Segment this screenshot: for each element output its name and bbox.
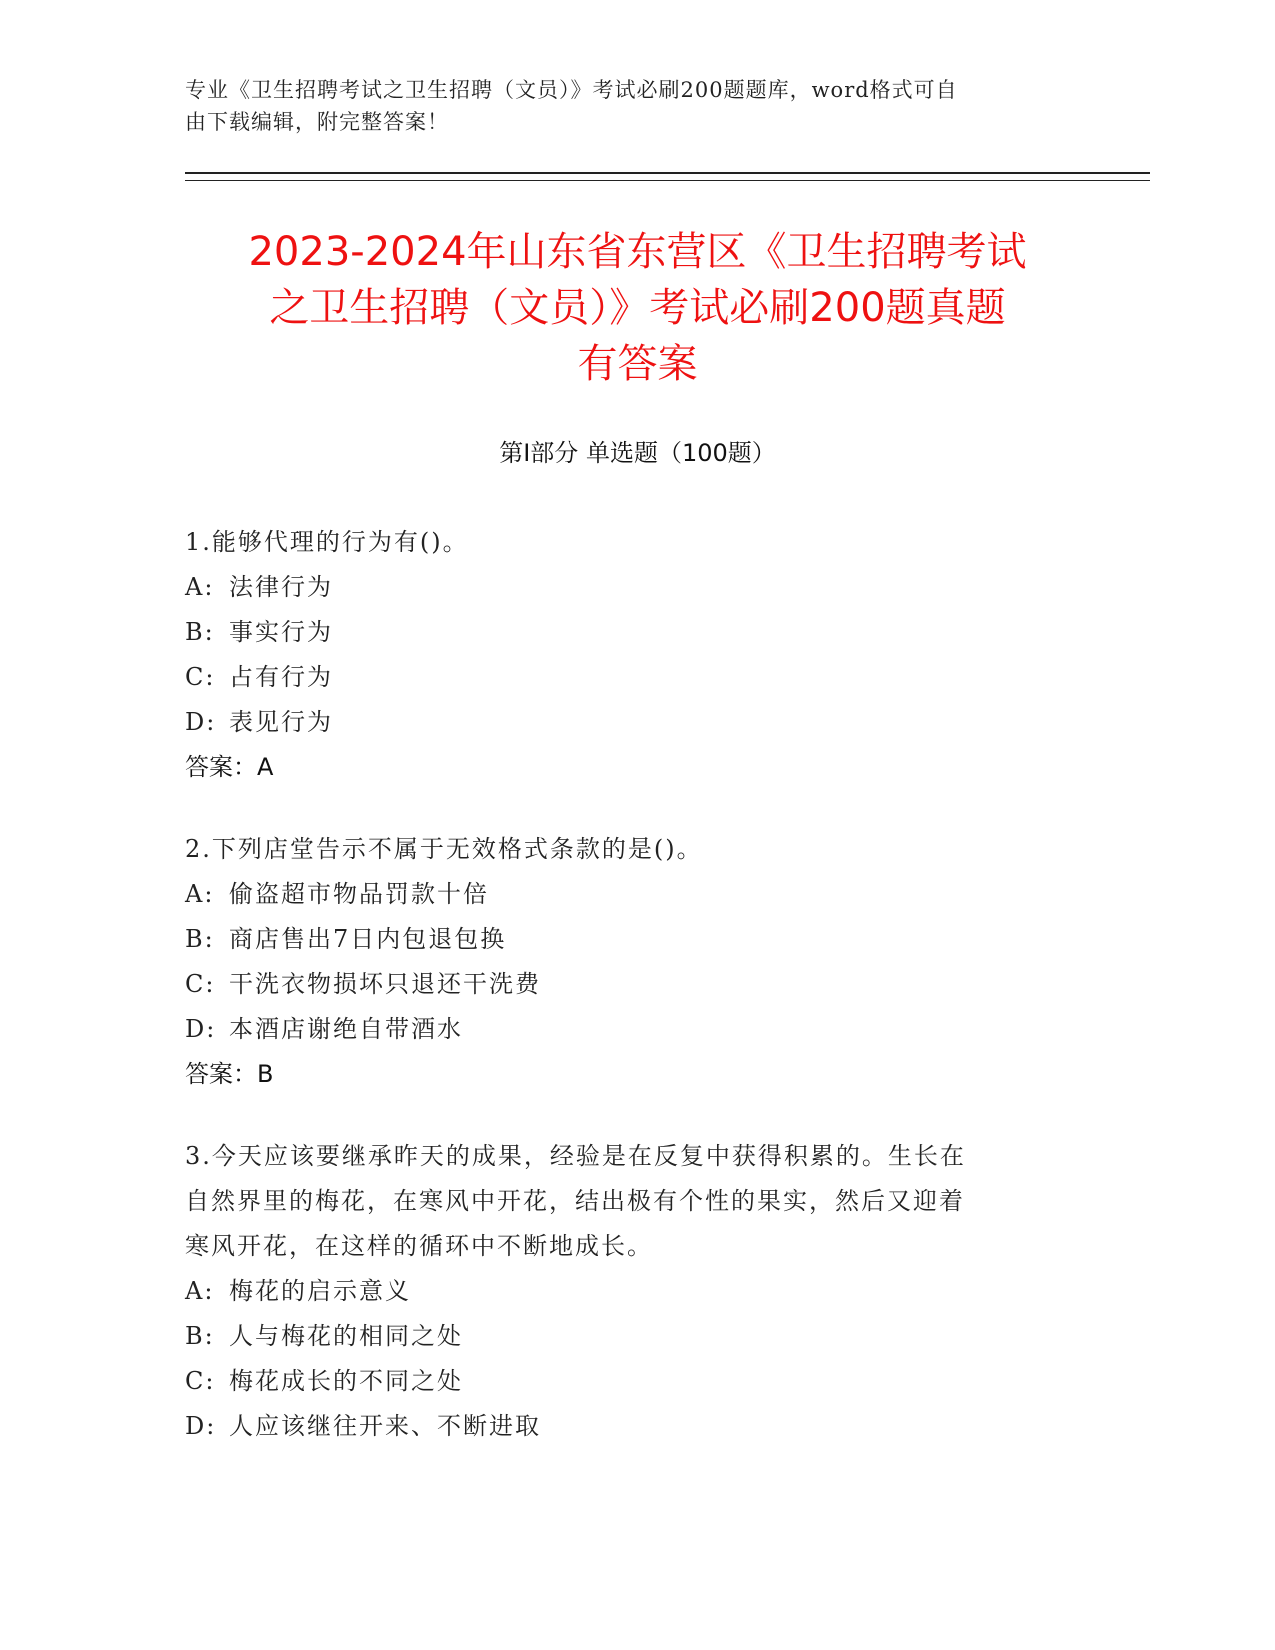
option-key: C: [185, 1367, 216, 1395]
option-key: B: [185, 618, 215, 646]
option-text: 干洗衣物损坏只退还干洗费 [229, 970, 541, 998]
option-text: 占有行为 [229, 663, 333, 691]
header-divider-thin [185, 180, 1150, 181]
question-3 [185, 1134, 1065, 1449]
option-d [185, 700, 1065, 745]
option-c [185, 962, 1065, 1007]
intro-line: 专业《卫生招聘考试之卫生招聘（文员）》考试必刷200题题库，word格式可自 [185, 78, 958, 102]
option-text: 人与梅花的相同之处 [229, 1322, 463, 1350]
intro-text [185, 74, 1065, 138]
option-key: C: [185, 970, 216, 998]
option-text: 本酒店谢绝自带酒水 [229, 1015, 463, 1043]
question-2 [185, 827, 1065, 1097]
option-a [185, 1269, 1065, 1314]
option-a [185, 565, 1065, 610]
answer-label: 答案：B [185, 1060, 274, 1088]
question-stem: 自然界里的梅花，在寒风中开花，结出极有个性的果实，然后又迎着 [185, 1187, 965, 1215]
option-c [185, 1359, 1065, 1404]
title-line: 之卫生招聘（文员）》考试必刷200题真题 [269, 285, 1006, 331]
option-key: D: [185, 1412, 217, 1440]
option-text: 梅花的启示意义 [229, 1277, 411, 1305]
section-heading: 第I部分 单选题（100题） [499, 439, 776, 467]
question-stem: 寒风开花，在这样的循环中不断地成长。 [185, 1232, 653, 1260]
title-line: 有答案 [577, 341, 698, 387]
option-text: 商店售出7日内包退包换 [229, 925, 507, 953]
option-c [185, 655, 1065, 700]
option-key: D: [185, 1015, 217, 1043]
option-d [185, 1007, 1065, 1052]
option-key: B: [185, 925, 215, 953]
option-text: 梅花成长的不同之处 [229, 1367, 463, 1395]
option-key: A: [185, 1277, 215, 1305]
question-stem: 3.今天应该要继承昨天的成果，经验是在反复中获得积累的。生长在 [185, 1142, 966, 1170]
option-text: 偷盗超市物品罚款十倍 [229, 880, 489, 908]
question-1 [185, 520, 1065, 790]
answer-label: 答案：A [185, 753, 274, 781]
title-line: 2023-2024年山东省东营区《卫生招聘考试 [248, 229, 1027, 275]
option-text: 法律行为 [229, 573, 333, 601]
option-d [185, 1404, 1065, 1449]
option-a [185, 872, 1065, 917]
option-key: A: [185, 880, 215, 908]
header-divider-thick [185, 172, 1150, 174]
option-text: 人应该继往开来、不断进取 [229, 1412, 541, 1440]
question-stem: 2.下列店堂告示不属于无效格式条款的是()。 [185, 835, 703, 863]
option-key: B: [185, 1322, 215, 1350]
option-b [185, 917, 1065, 962]
option-b [185, 1314, 1065, 1359]
option-text: 表见行为 [229, 708, 333, 736]
option-text: 事实行为 [229, 618, 333, 646]
intro-line: 由下载编辑，附完整答案！ [185, 110, 449, 134]
option-key: D: [185, 708, 217, 736]
option-key: C: [185, 663, 216, 691]
question-stem: 1.能够代理的行为有()。 [185, 528, 469, 556]
document-title [150, 224, 1125, 392]
option-b [185, 610, 1065, 655]
option-key: A: [185, 573, 215, 601]
